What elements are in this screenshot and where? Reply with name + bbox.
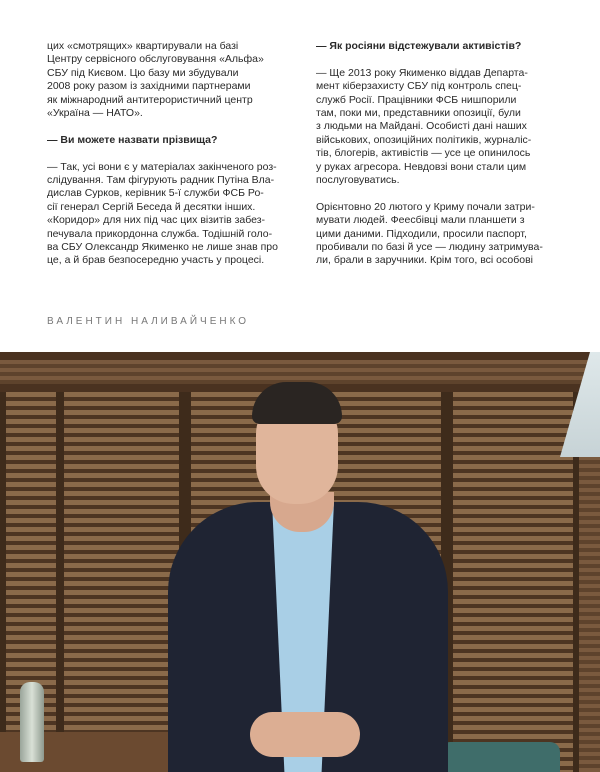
paragraph xyxy=(47,40,297,120)
text-line: мент кіберзахисту СБУ під контроль спец- xyxy=(316,80,522,93)
bottle xyxy=(20,682,44,762)
text-line: сії генерал Сергій Беседа й десятки інших. xyxy=(47,200,256,213)
text-line: з людьми на Майдані. Особисті дані наших xyxy=(316,120,527,133)
text-line: Центру сервісного обслуговування «Альфа» xyxy=(47,53,264,66)
interview-question: — Як росіяни відстежували активістів? xyxy=(316,40,522,52)
text-line: це, а й брав безпосередню участь у процесі. xyxy=(47,254,265,267)
text-line: мувати людей. Феесбівці мали планшети з xyxy=(316,214,525,227)
right-column xyxy=(316,40,566,268)
text-line: «Україна — НАТО». xyxy=(47,107,143,120)
text-line: тів, блогерів, активістів — усе це опинилось xyxy=(316,147,531,160)
text-line: ли, брали в заручники. Крім того, всі особові xyxy=(316,254,533,267)
text-line: як міжнародний антитерористичний центр xyxy=(47,93,253,106)
interview-question: — Ви можете назвати прізвища? xyxy=(47,133,218,146)
text-line: — Ще 2013 року Якименко віддав Департа- xyxy=(316,66,528,79)
text-line: — Так, усі вони є у матеріалах закінченого роз- xyxy=(47,160,277,173)
text-line: Орієнтовно 20 лютого у Криму почали затри- xyxy=(316,200,535,213)
text-line: «Коридор» для них під час цих візитів забез- xyxy=(47,214,266,227)
left-column xyxy=(47,40,297,268)
text-line: цими даними. Підходили, просили паспорт, xyxy=(316,227,527,240)
text-line: ва СБУ Олександр Якименко не лише знав про xyxy=(47,241,278,254)
text-line: послуговуватись. xyxy=(316,174,400,187)
photo-caption: ВАЛЕНТИН НАЛИВАЙЧЕНКО xyxy=(47,316,250,327)
text-line: у руках агресора. Невдовзі вони стали цим xyxy=(316,160,527,173)
chair xyxy=(440,742,560,772)
hair xyxy=(252,382,342,424)
portrait-photo xyxy=(0,352,600,772)
text-line: печувала прикордонна служба. Тодішній голо- xyxy=(47,227,273,240)
text-line: СБУ під Києвом. Цю базу ми збудували xyxy=(47,66,239,79)
paragraph xyxy=(316,201,566,268)
text-line: військових, опозиційних політиків, журналіс- xyxy=(316,133,532,146)
text-line: служб Росії. Працівники ФСБ нишпорили xyxy=(316,93,517,106)
text-line: там, поки ми, представники опозиції, були xyxy=(316,107,521,120)
text-line: дислав Сурков, керівник 5-ї служби ФСБ Ро- xyxy=(47,187,264,200)
hands xyxy=(250,712,360,757)
text-line: 2008 року разом із західними партнерами xyxy=(47,80,251,93)
text-line: пробивали по базі й усе — людину затримува- xyxy=(316,241,543,254)
text-line: цих «смотрящих» квартирували на базі xyxy=(47,40,239,52)
paragraph xyxy=(316,67,566,188)
text-line: слідування. Там фігурують радник Путіна Вла- xyxy=(47,174,275,187)
paragraph xyxy=(47,161,297,268)
